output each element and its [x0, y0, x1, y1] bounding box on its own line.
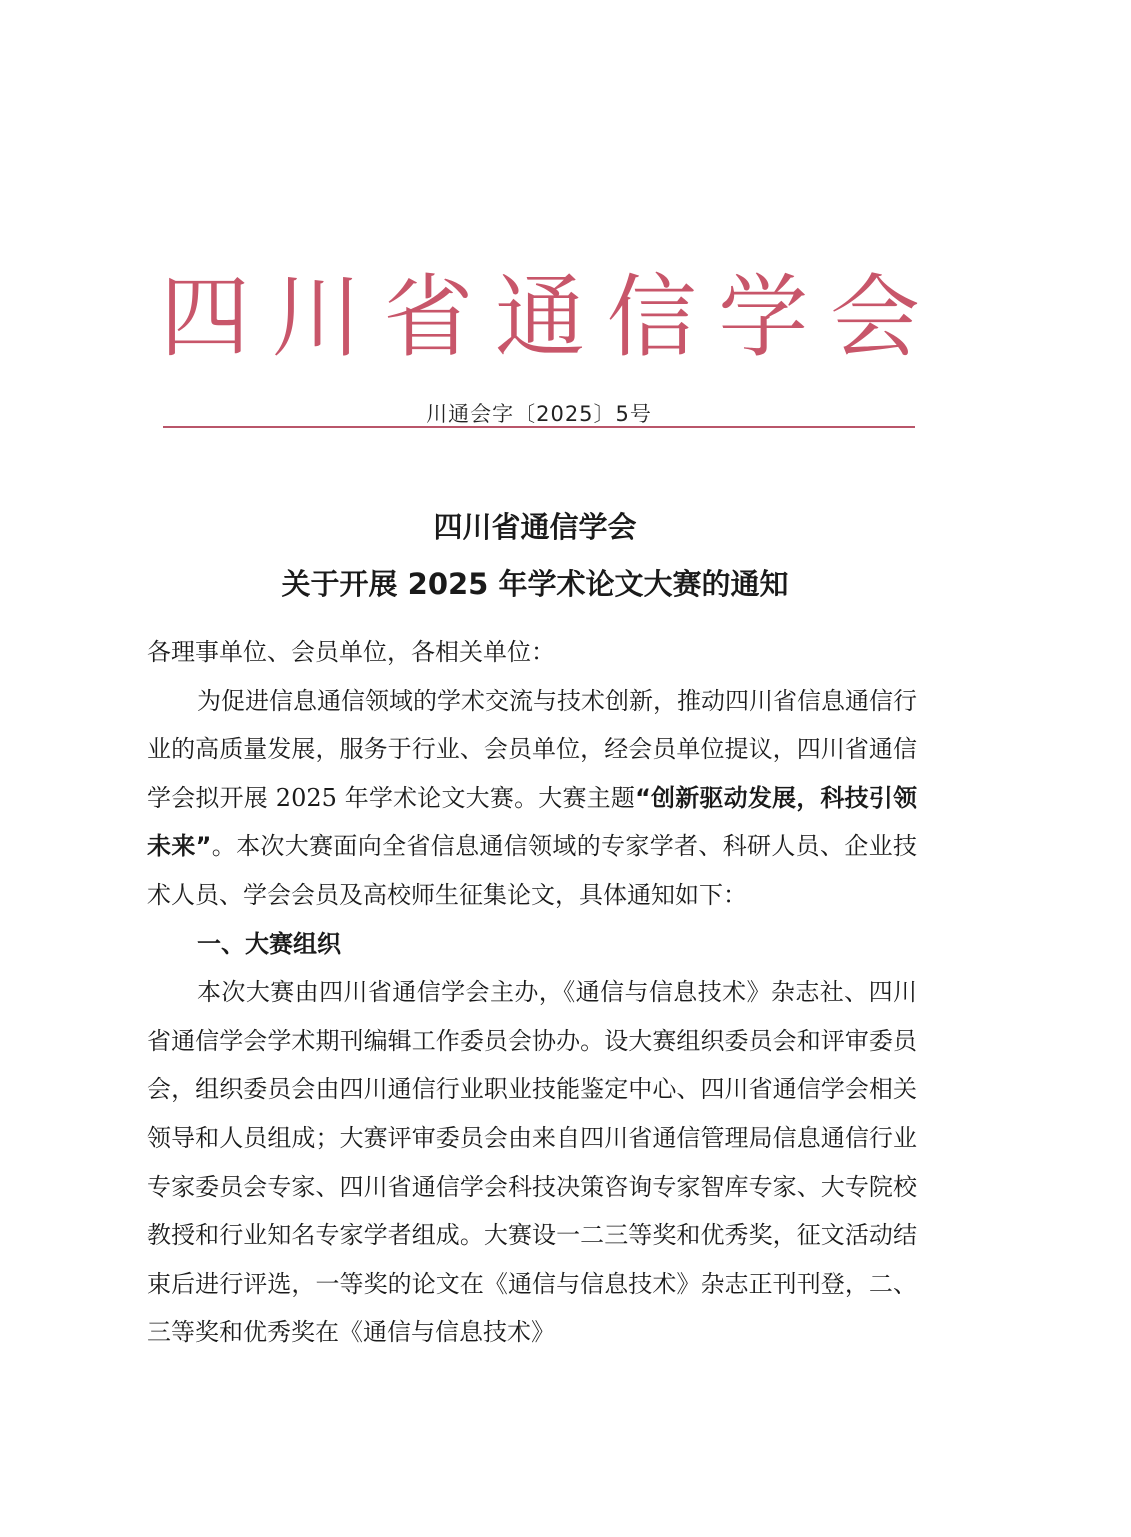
masthead-char: 川 [271, 265, 362, 370]
masthead-char: 通 [494, 265, 585, 370]
salutation: 各理事单位、会员单位，各相关单位： [147, 638, 555, 666]
masthead-char: 学 [718, 265, 809, 370]
intro-text: 为促进信息通信领域的学术交流与技术创新，推动四川省信息通信行业的高质量发展，服务于行业、会员单位，经会员单位提议，四川省通信学会拟开展 2025 年学术论文大赛。大赛主题 [147, 686, 917, 812]
section-paragraph: 本次大赛由四川省通信学会主办，《通信与信息技术》杂志社、四川省通信学会学术期刊编辑工作委员会协办。设大赛组织委员会和评审委员会，组织委员会由四川通信行业职业技能鉴定中心、四川省通信学会相关领导和人员组成；大赛评审委员会由来自四川省通信管理局信息通信行业专家委员会专家、四川省通信学会科技决策咨询专家智库专家、大专院校教授和行业知名专家学者组成。大赛设一二三等奖和优秀奖，征文活动结束后进行评选，一等奖的论文在《通信与信息技术》杂志正刊刊登，二、三等奖和优秀奖在《通信与信息技术》 [147, 978, 917, 1347]
masthead-char: 省 [383, 265, 474, 370]
document-title-line1: 四川省通信学会 [433, 510, 637, 544]
masthead-char: 会 [829, 265, 920, 370]
red-divider [163, 426, 915, 428]
masthead-char: 信 [606, 265, 697, 370]
section-heading: 一、大赛组织 [197, 929, 341, 958]
masthead-char: 四 [160, 265, 250, 370]
document-title-line2: 关于开展 2025 年学术论文大赛的通知 [281, 567, 789, 601]
paragraph-intro [147, 677, 917, 920]
document-body [147, 628, 917, 1357]
contest-theme: “创新驱动发展，科技引领未来” [147, 783, 917, 861]
masthead-logo [160, 265, 920, 370]
document-number: 川通会字〔2025〕5号 [426, 402, 652, 426]
intro-text-end: 。本次大赛面向全省信息通信领域的专家学者、科研人员、企业技术人员、学会会员及高校师生征集论文，具体通知如下： [147, 832, 917, 909]
